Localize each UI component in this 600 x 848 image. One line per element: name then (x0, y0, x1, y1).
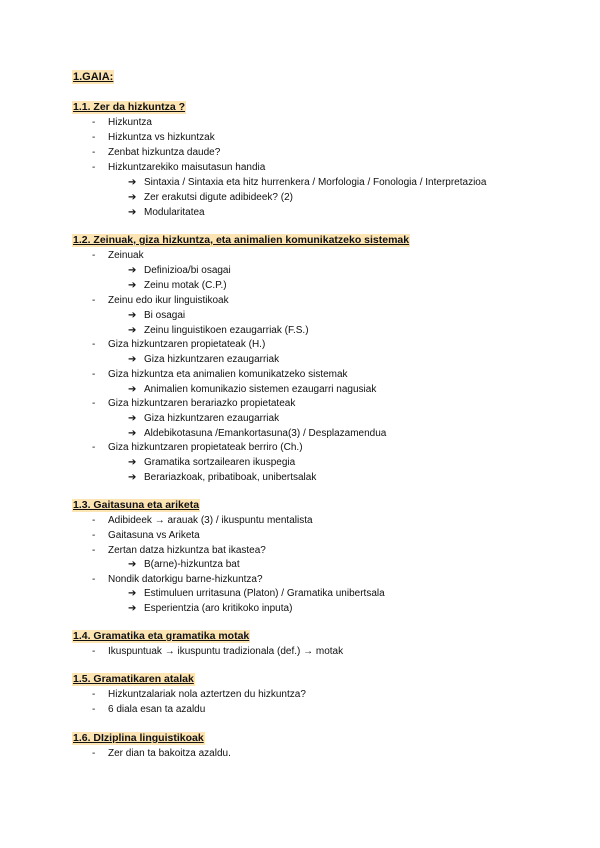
sub-list-item-text: Giza hizkuntzaren ezaugarriak (144, 413, 280, 424)
list-item (92, 131, 215, 144)
bullet-dash: - (92, 515, 96, 526)
sub-list-item (128, 264, 231, 277)
arrow-icon: ➔ (128, 559, 137, 570)
list-item (92, 529, 200, 542)
bullet-dash: - (92, 545, 96, 556)
list-item-text: Hizkuntza (108, 117, 152, 128)
section-heading: 1.2. Zeinuak, giza hizkuntza, eta animalien komunikatzeko sistemak (73, 234, 410, 246)
sub-list-item-text: Sintaxia / Sintaxia eta hitz hurrenkera / Morfologia / Fonologia / Interpretazioa (144, 177, 487, 188)
list-item-text: Zeinu edo ikur linguistikoak (108, 295, 229, 306)
sub-list-item (128, 427, 386, 440)
list-item-text: Nondik datorkigu barne-hizkuntza? (108, 574, 263, 585)
list-item-text: Gaitasuna vs Ariketa (108, 530, 200, 541)
arrow-icon: ➔ (128, 472, 137, 483)
section-heading: 1.1. Zer da hizkuntza ? (73, 101, 186, 113)
bullet-dash: - (92, 530, 96, 541)
bullet-dash: - (92, 250, 96, 261)
list-item (92, 645, 343, 658)
list-item (92, 294, 229, 307)
sub-list-item-text: Modularitatea (144, 207, 205, 218)
bullet-dash: - (92, 162, 96, 173)
list-item (92, 688, 306, 701)
list-item-text: Giza hizkuntzaren propietateak berriro (Ch.) (108, 442, 303, 453)
sub-list-item (128, 176, 486, 189)
sub-list-item (128, 279, 227, 292)
list-item (92, 544, 266, 557)
bullet-dash: - (92, 574, 96, 585)
sub-list-item (128, 353, 279, 366)
list-item-text: Giza hizkuntza eta animalien komunikatzeko sistemak (108, 369, 348, 380)
list-item (92, 514, 313, 527)
arrow-icon: ➔ (128, 310, 137, 321)
list-item (92, 338, 265, 351)
list-item (92, 161, 265, 174)
page-title: 1.GAIA: (73, 71, 114, 83)
list-item (92, 441, 303, 454)
arrow-icon: ➔ (128, 428, 137, 439)
list-item-text: Hizkuntzarekiko maisutasun handia (108, 162, 266, 173)
list-item-text: Zeinuak (108, 250, 144, 261)
bullet-dash: - (92, 132, 96, 143)
section-heading: 1.3. Gaitasuna eta ariketa (73, 499, 200, 511)
sub-list-item-text: Gramatika sortzailearen ikuspegia (144, 457, 296, 468)
bullet-dash: - (92, 369, 96, 380)
arrow-icon: ➔ (128, 413, 137, 424)
arrow-icon: ➔ (128, 207, 137, 218)
section-heading: 1.4. Gramatika eta gramatika motak (73, 630, 250, 642)
sub-list-item-text: Giza hizkuntzaren ezaugarriak (144, 354, 280, 365)
sub-list-item (128, 191, 293, 204)
sub-list-item-text: Bi osagai (144, 310, 186, 321)
section-heading: 1.5. Gramatikaren atalak (73, 673, 194, 685)
arrow-icon: ➔ (128, 265, 137, 276)
sub-list-item (128, 471, 316, 484)
sub-list-item (128, 324, 309, 337)
list-item-text: Ikuspuntuak → ikuspuntu tradizionala (def.) → motak (108, 646, 344, 657)
bullet-dash: - (92, 442, 96, 453)
sub-list-item (128, 587, 385, 600)
bullet-dash: - (92, 748, 96, 759)
list-item-text: Zer dian ta bakoitza azaldu. (108, 748, 231, 759)
sub-list-item (128, 558, 240, 571)
list-item-text: Giza hizkuntzaren propietateak (H.) (108, 339, 266, 350)
sub-list-item-text: Aldebikotasuna /Emankortasuna(3) / Desplazamendua (144, 428, 387, 439)
arrow-icon: ➔ (128, 280, 137, 291)
list-item (92, 747, 231, 760)
arrow-icon: ➔ (128, 354, 137, 365)
list-item (92, 368, 348, 381)
list-item (92, 249, 144, 262)
list-item (92, 397, 295, 410)
list-item (92, 116, 152, 129)
sub-list-item-text: Animalien komunikazio sistemen ezaugarri nagusiak (144, 384, 377, 395)
sub-list-item (128, 412, 279, 425)
list-item-text: Hizkuntza vs hizkuntzak (108, 132, 215, 143)
list-item-text: Adibideek → arauak (3) / ikuspuntu mentalista (108, 515, 313, 526)
list-item-text: Giza hizkuntzaren berariazko propietateak (108, 398, 296, 409)
sub-list-item (128, 309, 185, 322)
list-item (92, 703, 205, 716)
arrow-icon: ➔ (128, 384, 137, 395)
section-heading: 1.6. DIziplina linguistikoak (73, 732, 204, 744)
list-item-text: Zertan datza hizkuntza bat ikastea? (108, 545, 266, 556)
list-item-text: Zenbat hizkuntza daude? (108, 147, 221, 158)
sub-list-item (128, 206, 205, 219)
arrow-icon: ➔ (128, 192, 137, 203)
sub-list-item-text: B(arne)-hizkuntza bat (144, 559, 240, 570)
list-item (92, 146, 220, 159)
bullet-dash: - (92, 704, 96, 715)
bullet-dash: - (92, 689, 96, 700)
sub-list-item-text: Zeinu motak (C.P.) (144, 280, 227, 291)
list-item-text: 6 diala esan ta azaldu (108, 704, 206, 715)
arrow-icon: ➔ (128, 588, 137, 599)
sub-list-item (128, 456, 295, 469)
arrow-icon: ➔ (128, 177, 137, 188)
list-item-text: Hizkuntzalariak nola aztertzen du hizkuntza? (108, 689, 306, 700)
list-item (92, 573, 263, 586)
bullet-dash: - (92, 117, 96, 128)
bullet-dash: - (92, 646, 96, 657)
sub-list-item-text: Definizioa/bi osagai (144, 265, 231, 276)
arrow-icon: ➔ (128, 457, 137, 468)
sub-list-item-text: Zeinu linguistikoen ezaugarriak (F.S.) (144, 325, 309, 336)
sub-list-item-text: Esperientzia (aro kritikoko inputa) (144, 603, 293, 614)
sub-list-item-text: Zer erakutsi digute adibideek? (2) (144, 192, 293, 203)
sub-list-item-text: Berariazkoak, pribatiboak, unibertsalak (144, 472, 317, 483)
bullet-dash: - (92, 339, 96, 350)
arrow-icon: ➔ (128, 325, 137, 336)
bullet-dash: - (92, 147, 96, 158)
sub-list-item (128, 602, 292, 615)
sub-list-item-text: Estimuluen urritasuna (Platon) / Gramatika unibertsala (144, 588, 385, 599)
bullet-dash: - (92, 295, 96, 306)
bullet-dash: - (92, 398, 96, 409)
arrow-icon: ➔ (128, 603, 137, 614)
sub-list-item (128, 383, 376, 396)
